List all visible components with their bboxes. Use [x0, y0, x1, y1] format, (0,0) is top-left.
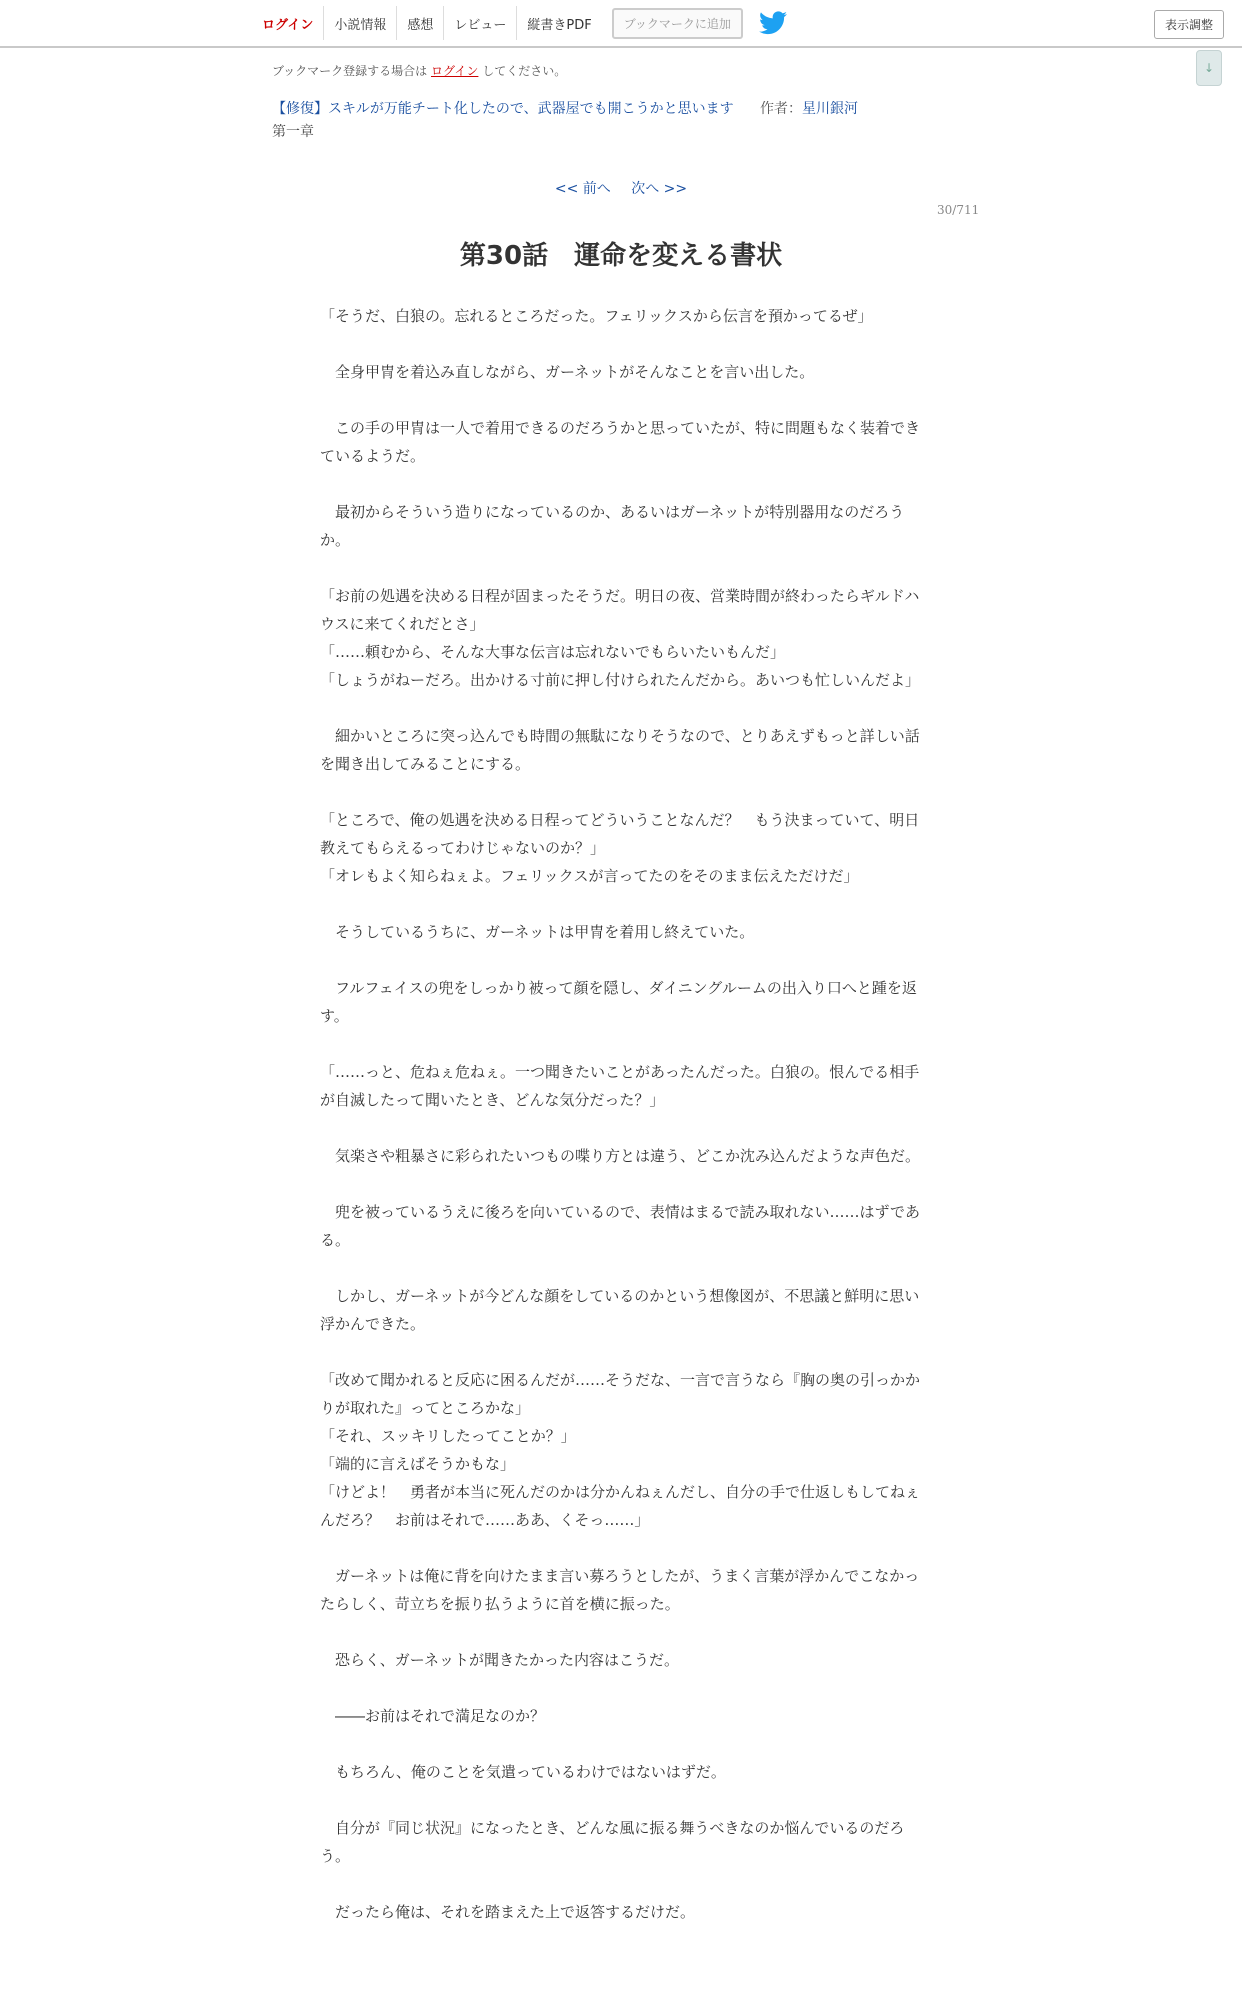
body-paragraph: 気楽さや粗暴さに彩られたいつもの喋り方とは違う、どこか沈み込んだような声色だ。 [320, 1147, 921, 1165]
blank-line [320, 1170, 920, 1198]
author-link[interactable]: 星川銀河 [802, 101, 859, 117]
body-paragraph: 兜を被っているうえに後ろを向いているので、表情はまるで読み取れない……はずである。 [320, 1203, 921, 1249]
series-header [272, 98, 858, 118]
top-navigation-bar [0, 0, 1242, 48]
series-title-link[interactable]: 【修復】スキルが万能チート化したので、武器屋でも開こうかと思います [272, 101, 734, 117]
vertical-pdf-link[interactable]: 縦書きPDF [516, 6, 601, 40]
blank-line [320, 1338, 920, 1366]
next-episode-link[interactable]: 次へ >> [631, 181, 688, 197]
body-paragraph: 全身甲冑を着込み直しながら、ガーネットがそんなことを言い出した。 [320, 363, 815, 381]
blank-line [320, 386, 920, 414]
body-paragraph: 最初からそういう造りになっているのか、あるいはガーネットが特別器用なのだろうか。 [320, 503, 905, 549]
body-paragraph: 「……頼むから、そんな大事な伝言は忘れないでもらいたいもんだ」 [320, 643, 786, 661]
scroll-down-button[interactable]: ↓ [1196, 50, 1222, 86]
twitter-icon[interactable] [759, 11, 787, 35]
episode-counter: 30/711 [937, 203, 980, 217]
blank-line [320, 1730, 920, 1758]
body-paragraph: 「ところで、俺の処遇を決める日程ってどういうことなんだ？ もう決まっていて、明日教えてもらえるってわけじゃないのか？」 [320, 811, 920, 857]
body-paragraph: 「しょうがねーだろ。出かける寸前に押し付けられたんだから。あいつも忙しいんだよ」 [320, 671, 921, 689]
body-paragraph: だったら俺は、それを踏まえた上で返答するだけだ。 [320, 1903, 696, 1921]
notice-prefix: ブックマーク登録する場合は [272, 64, 428, 78]
blank-line [320, 330, 920, 358]
blank-line [320, 1674, 920, 1702]
blank-line [320, 1030, 920, 1058]
body-paragraph: ガーネットは俺に背を向けたまま言い募ろうとしたが、うまく言葉が浮かんでこなかったらしく、苛立ちを振り払うように首を横に振った。 [320, 1567, 920, 1613]
body-paragraph: 「……っと、危ねぇ危ねぇ。一つ聞きたいことがあったんだった。白狼の。恨んでる相手が自滅したって聞いたとき、どんな気分だった？」 [320, 1063, 920, 1109]
blank-line [320, 1114, 920, 1142]
bookmark-login-notice [272, 62, 566, 79]
novel-body [320, 302, 920, 1926]
prev-episode-link[interactable]: << 前へ [554, 181, 611, 197]
body-paragraph: 「そうだ、白狼の。忘れるところだった。フェリックスから伝言を預かってるぜ」 [320, 307, 873, 325]
chapter-title: 第一章 [272, 124, 314, 140]
body-paragraph: ――お前はそれで満足なのか？ [320, 1707, 546, 1725]
blank-line [320, 946, 920, 974]
body-paragraph: 「お前の処遇を決める日程が固まったそうだ。明日の夜、営業時間が終わったらギルドハウスに来てくれだとさ」 [320, 587, 920, 633]
body-paragraph: 自分が『同じ状況』になったとき、どんな風に振る舞うべきなのか悩んでいるのだろう。 [320, 1819, 905, 1865]
blank-line [320, 554, 920, 582]
body-paragraph: もちろん、俺のことを気遣っているわけではないはずだ。 [320, 1763, 726, 1781]
main-nav [252, 0, 787, 46]
body-paragraph: この手の甲冑は一人で着用できるのだろうかと思っていたが、特に問題もなく装着できているようだ。 [320, 419, 921, 465]
episode-title: 第30話 運命を変える書状 [459, 241, 783, 271]
login-link[interactable]: ログイン [262, 17, 314, 33]
blank-line [320, 694, 920, 722]
body-paragraph: 「オレもよく知らねぇよ。フェリックスが言ってたのをそのまま伝えただけだ」 [320, 867, 859, 885]
body-paragraph: 細かいところに突っ込んでも時間の無駄になりそうなので、とりあえずもっと詳しい話を聞き出してみることにする。 [320, 727, 920, 773]
body-paragraph: 「端的に言えばそうかもな」 [320, 1455, 516, 1473]
body-paragraph: 「それ、スッキリしたってことか？」 [320, 1427, 576, 1445]
blank-line [320, 470, 920, 498]
blank-line [320, 1786, 920, 1814]
blank-line [320, 778, 920, 806]
notice-login-link[interactable]: ログイン [431, 64, 479, 78]
episode-pager [0, 178, 1242, 198]
body-paragraph: しかし、ガーネットが今どんな顔をしているのかという想像図が、不思議と鮮明に思い浮かんできた。 [320, 1287, 920, 1333]
body-paragraph: 「けどよ！ 勇者が本当に死んだのかは分かんねぇんだし、自分の手で仕返しもしてねぇんだろ？ お前はそれで……ああ、くそっ……」 [320, 1483, 921, 1529]
add-bookmark-button[interactable]: ブックマークに追加 [612, 8, 743, 39]
body-paragraph: そうしているうちに、ガーネットは甲冑を着用し終えていた。 [320, 923, 755, 941]
body-paragraph: 「改めて聞かれると反応に困るんだが……そうだな、一言で言うなら『胸の奥の引っかかりが取れた』ってところかな」 [320, 1371, 921, 1417]
display-settings-button[interactable]: 表示調整 [1154, 10, 1224, 39]
body-paragraph: 恐らく、ガーネットが聞きたかった内容はこうだ。 [320, 1651, 679, 1669]
blank-line [320, 890, 920, 918]
impressions-link[interactable]: 感想 [396, 6, 443, 40]
blank-line [320, 1870, 920, 1898]
novel-info-link[interactable]: 小説情報 [323, 6, 396, 40]
review-link[interactable]: レビュー [443, 6, 516, 40]
blank-line [320, 1254, 920, 1282]
blank-line [320, 1534, 920, 1562]
blank-line [320, 1618, 920, 1646]
notice-suffix: してください。 [482, 64, 567, 78]
author-label: 作者： [760, 101, 803, 117]
body-paragraph: フルフェイスの兜をしっかり被って顔を隠し、ダイニングルームの出入り口へと踵を返す。 [320, 979, 917, 1025]
